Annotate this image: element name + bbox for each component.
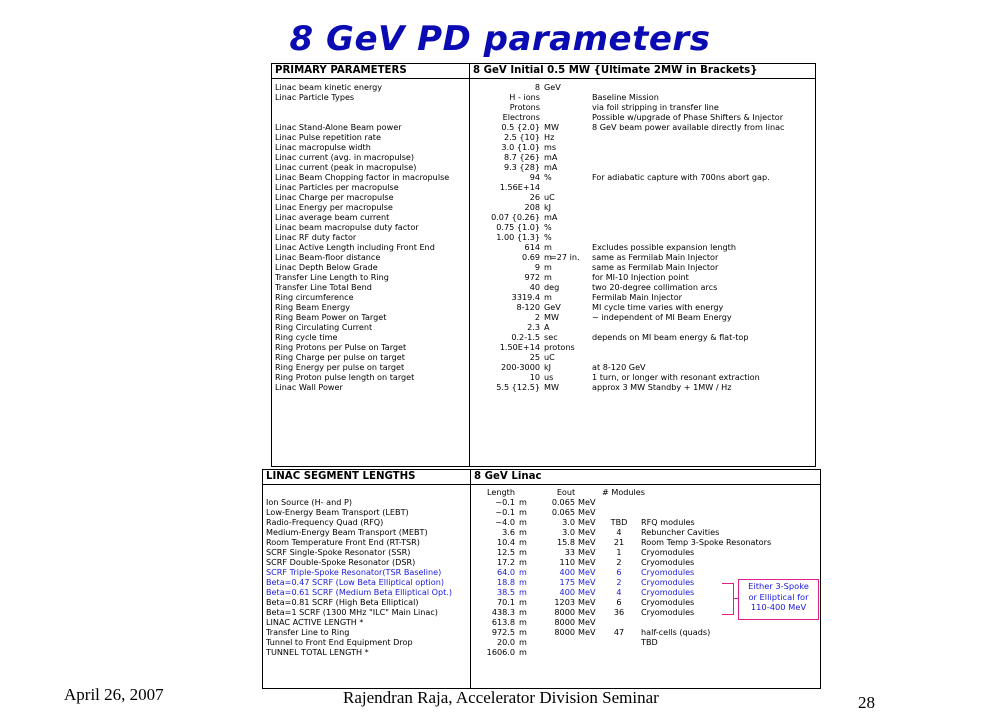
length-unit: m (519, 637, 527, 647)
length-unit: m (519, 577, 527, 587)
length-unit: m (519, 647, 527, 657)
module-type: half-cells (quads) (641, 627, 711, 637)
table-row (263, 617, 820, 627)
segment-length: 1606.0 (486, 647, 515, 657)
parameter-unit: mA (544, 152, 558, 162)
parameter-name: Ring Circulating Current (275, 322, 373, 332)
table-row (272, 312, 815, 322)
parameter-value: 8.7 {26} (503, 152, 540, 162)
module-type: Cryomodules (641, 597, 695, 607)
parameter-name: Ring Protons per Pulse on Target (275, 342, 407, 352)
table-row (272, 242, 815, 252)
table-row (263, 527, 820, 537)
length-unit: m (519, 507, 527, 517)
parameter-unit: kJ (544, 202, 552, 212)
eout-unit: MeV (578, 617, 596, 627)
table-row (272, 212, 815, 222)
parameter-name: Ring Beam Power on Target (275, 312, 387, 322)
segment-name: LINAC ACTIVE LENGTH * (266, 617, 364, 627)
module-count: 4 (616, 587, 622, 597)
table-row (263, 497, 820, 507)
parameter-value: 0.5 {2.0} (501, 122, 540, 132)
table-row (263, 637, 820, 647)
parameter-name: Ring Energy per pulse on target (275, 362, 405, 372)
length-unit: m (519, 557, 527, 567)
table-row (272, 142, 815, 152)
length-unit: m (519, 607, 527, 617)
header-label: 8 GeV Linac (474, 471, 542, 482)
parameter-value: 972 (524, 272, 540, 282)
parameter-unit: protons (544, 342, 575, 352)
parameter-unit: kJ (544, 362, 552, 372)
segment-eout: 0.065 (551, 507, 575, 517)
table-row (263, 587, 820, 597)
segment-name: Medium-Energy Beam Transport (MEBT) (266, 527, 428, 537)
slide-title: 8 GeV PD parameters (289, 19, 711, 59)
parameter-note: depends on MI beam energy & flat-top (592, 332, 749, 342)
parameter-name: Transfer Line Total Bend (275, 282, 372, 292)
parameter-name: Linac beam macropulse duty factor (275, 222, 419, 232)
segment-length: 20.0 (496, 637, 515, 647)
module-type: Cryomodules (641, 567, 695, 577)
segment-eout: 1203 (554, 597, 575, 607)
parameter-name: Linac Pulse repetition rate (275, 132, 381, 142)
table-row (272, 282, 815, 292)
table-row (263, 647, 820, 657)
header-label: LINAC SEGMENT LENGTHS (266, 471, 416, 482)
parameter-name: Linac Depth Below Grade (275, 262, 378, 272)
parameter-value: 1.56E+14 (499, 182, 540, 192)
table-row (263, 517, 820, 527)
parameter-unit: deg (544, 282, 560, 292)
column-header-row (263, 487, 820, 497)
parameter-value: 2.5 {10} (503, 132, 540, 142)
table-row (272, 172, 815, 182)
footer-author: Rajendran Raja, Accelerator Division Seminar (343, 688, 659, 707)
parameter-name: Transfer Line Length to Ring (275, 272, 389, 282)
length-unit: m (519, 567, 527, 577)
segment-eout: 8000 (554, 607, 575, 617)
option-note (738, 579, 819, 620)
segment-name: Beta=0.81 SCRF (High Beta Elliptical) (266, 597, 419, 607)
segment-length: 64.0 (496, 567, 515, 577)
eout-unit: MeV (578, 587, 596, 597)
segment-name: Room Temperature Front End (RT-TSR) (266, 537, 420, 547)
parameter-unit: mA (544, 212, 558, 222)
parameter-value: 0.07 {0.26} (491, 212, 540, 222)
module-type: Cryomodules (641, 547, 695, 557)
parameter-note: For adiabatic capture with 700ns abort gap. (592, 172, 770, 182)
table-row (272, 272, 815, 282)
eout-unit: MeV (578, 627, 596, 637)
parameter-note: via foil stripping in transfer line (592, 102, 719, 112)
eout-unit: MeV (578, 607, 596, 617)
module-type: Cryomodules (641, 607, 695, 617)
parameter-name: Ring circumference (275, 292, 354, 302)
segment-eout: 15.8 (556, 537, 575, 547)
parameter-name: Linac current (peak in macropulse) (275, 162, 417, 172)
table-row (272, 382, 815, 392)
length-unit: m (519, 587, 527, 597)
parameter-value: 3319.4 (511, 292, 540, 302)
segment-name: Beta=1 SCRF (1300 MHz "ILC" Main Linac) (266, 607, 438, 617)
column-header: # Modules (602, 487, 646, 497)
parameter-note: for MI-10 Injection point (592, 272, 689, 282)
header-label: 8 GeV Initial 0.5 MW {Ultimate 2MW in Brackets} (473, 65, 758, 76)
parameter-note: Fermilab Main Injector (592, 292, 682, 302)
table-row (272, 232, 815, 242)
parameter-value: Electrons (502, 112, 540, 122)
parameter-name: Linac Particle Types (275, 92, 355, 102)
parameter-name: Linac Beam-floor distance (275, 252, 381, 262)
parameter-value: 200-3000 (501, 362, 540, 372)
parameter-extra: =27 in. (550, 252, 580, 262)
length-unit: m (519, 537, 527, 547)
table-row (272, 182, 815, 192)
segment-length: 70.1 (496, 597, 515, 607)
table-row (272, 192, 815, 202)
parameter-unit: MW (544, 382, 559, 392)
module-type: TBD (641, 637, 658, 647)
segment-length: 3.6 (502, 527, 515, 537)
parameter-unit: m (544, 272, 552, 282)
primary-parameters-table (271, 63, 816, 467)
length-unit: m (519, 597, 527, 607)
table-row (272, 362, 815, 372)
table-row (272, 112, 815, 122)
parameter-value: 0.69 (521, 252, 540, 262)
parameter-note: Possible w/upgrade of Phase Shifters & Injector (592, 112, 784, 122)
parameter-unit: uC (544, 352, 555, 362)
segment-length: ~0.1 (495, 507, 515, 517)
parameter-name: Linac Beam Chopping factor in macropulse (275, 172, 450, 182)
table-row (263, 507, 820, 517)
parameter-value: 9 (534, 262, 540, 272)
table-row (272, 372, 815, 382)
parameter-value: 8 (534, 82, 540, 92)
table-row (263, 627, 820, 637)
table-row (272, 92, 815, 102)
parameter-unit: % (544, 232, 552, 242)
eout-unit: MeV (578, 567, 596, 577)
parameter-note: 1 turn, or longer with resonant extraction (592, 372, 760, 382)
eout-unit: MeV (578, 557, 596, 567)
segment-length: 17.2 (496, 557, 515, 567)
parameter-unit: m (544, 262, 552, 272)
length-unit: m (519, 547, 527, 557)
parameter-value: 2 (534, 312, 540, 322)
segment-eout: 0.065 (551, 497, 575, 507)
segment-length: ~4.0 (495, 517, 515, 527)
module-type: Room Temp 3-Spoke Resonators (641, 537, 772, 547)
table-row (272, 132, 815, 142)
parameter-note: Baseline Mission (592, 92, 659, 102)
parameter-name: Linac Stand-Alone Beam power (275, 122, 402, 132)
segment-eout: 400 (559, 567, 575, 577)
table-row (263, 537, 820, 547)
table-row (272, 352, 815, 362)
parameter-name: Ring Proton pulse length on target (275, 372, 415, 382)
parameter-note: at 8-120 GeV (592, 362, 646, 372)
module-type: Cryomodules (641, 577, 695, 587)
table-row (272, 82, 815, 92)
table-row (272, 322, 815, 332)
segment-length: ~0.1 (495, 497, 515, 507)
segment-name: Tunnel to Front End Equipment Drop (266, 637, 413, 647)
module-count: 36 (613, 607, 625, 617)
table-row (263, 607, 820, 617)
segment-eout: 8000 (554, 627, 575, 637)
parameter-value: Protons (509, 102, 540, 112)
segment-name: Ion Source (H- and P) (266, 497, 352, 507)
column-header: Eout (556, 487, 576, 497)
parameter-unit: % (544, 172, 552, 182)
parameter-name: Linac Wall Power (275, 382, 343, 392)
segment-length: 438.3 (491, 607, 515, 617)
table-row (272, 302, 815, 312)
parameter-value: 0.75 {1.0} (496, 222, 540, 232)
note-line: or Elliptical for (748, 591, 809, 602)
parameter-unit: us (544, 372, 554, 382)
length-unit: m (519, 627, 527, 637)
note-line: 110-400 MeV (750, 602, 807, 612)
module-count: 6 (616, 567, 622, 577)
table-row (272, 152, 815, 162)
parameter-unit: ms (544, 142, 557, 152)
parameter-name: Linac Particles per macropulse (275, 182, 399, 192)
segment-length: 12.5 (496, 547, 515, 557)
segment-length: 613.8 (491, 617, 515, 627)
parameter-note: MI cycle time varies with energy (592, 302, 724, 312)
parameter-note: same as Fermilab Main Injector (592, 262, 719, 272)
segment-eout: 175 (559, 577, 575, 587)
parameter-unit: % (544, 222, 552, 232)
parameter-unit: GeV (544, 82, 561, 92)
segment-name: SCRF Single-Spoke Resonator (SSR) (266, 547, 411, 557)
parameter-value: 3.0 {1.0} (501, 142, 540, 152)
segment-eout: 3.0 (562, 527, 575, 537)
length-unit: m (519, 497, 527, 507)
segment-name: Transfer Line to Ring (266, 627, 350, 637)
eout-unit: MeV (578, 497, 596, 507)
segment-eout: 33 (564, 547, 575, 557)
parameter-unit: A (544, 322, 550, 332)
module-count: TBD (610, 517, 628, 527)
parameter-note: two 20-degree collimation arcs (592, 282, 718, 292)
module-count: 4 (616, 527, 622, 537)
parameter-value: 26 (529, 192, 540, 202)
parameter-unit: MW (544, 312, 559, 322)
segment-name: Beta=0.47 SCRF (Low Beta Elliptical option) (266, 577, 444, 587)
table-row (272, 122, 815, 132)
segment-eout: 3.0 (562, 517, 575, 527)
parameter-value: 9.3 {28} (503, 162, 540, 172)
parameter-value: 94 (529, 172, 540, 182)
segment-length: 10.4 (496, 537, 515, 547)
table-row (263, 547, 820, 557)
module-count: 47 (613, 627, 625, 637)
eout-unit: MeV (578, 507, 596, 517)
parameter-unit: Hz (544, 132, 555, 142)
segment-eout: 400 (559, 587, 575, 597)
segment-length: 972.5 (491, 627, 515, 637)
parameter-value: 40 (529, 282, 540, 292)
parameter-unit: m (544, 242, 552, 252)
parameter-name: Linac macropulse width (275, 142, 371, 152)
table-row (272, 222, 815, 232)
table-row (272, 292, 815, 302)
table-header (263, 470, 820, 485)
parameter-value: 614 (524, 242, 540, 252)
parameter-unit: m (544, 252, 552, 262)
table-row (263, 567, 820, 577)
parameter-value: 5.5 {12.5} (496, 382, 540, 392)
parameter-name: Linac average beam current (275, 212, 390, 222)
parameter-value: 0.2-1.5 (511, 332, 540, 342)
table-row (272, 262, 815, 272)
eout-unit: MeV (578, 547, 596, 557)
parameter-unit: sec (544, 332, 558, 342)
column-header: Length (487, 487, 515, 497)
eout-unit: MeV (578, 537, 596, 547)
parameter-name: Ring cycle time (275, 332, 338, 342)
length-unit: m (519, 517, 527, 527)
header-label: PRIMARY PARAMETERS (275, 65, 407, 76)
segment-name: SCRF Double-Spoke Resonator (DSR) (266, 557, 416, 567)
table-row (272, 162, 815, 172)
eout-unit: MeV (578, 577, 596, 587)
segment-length: 38.5 (496, 587, 515, 597)
length-unit: m (519, 617, 527, 627)
module-type: Rebuncher Cavities (641, 527, 720, 537)
module-count: 1 (616, 547, 622, 557)
module-type: Cryomodules (641, 587, 695, 597)
module-type: Cryomodules (641, 557, 695, 567)
segment-eout: 110 (559, 557, 575, 567)
table-row (263, 557, 820, 567)
segment-name: Radio-Frequency Quad (RFQ) (266, 517, 384, 527)
parameter-name: Linac Energy per macropulse (275, 202, 393, 212)
table-header (272, 64, 815, 79)
segment-length: 18.8 (496, 577, 515, 587)
parameter-unit: MW (544, 122, 559, 132)
eout-unit: MeV (578, 527, 596, 537)
parameter-value: H - ions (509, 92, 540, 102)
segment-name: TUNNEL TOTAL LENGTH * (266, 647, 369, 657)
note-bracket (722, 583, 734, 615)
parameter-note: approx 3 MW Standby + 1MW / Hz (592, 382, 732, 392)
parameter-note: Excludes possible expansion length (592, 242, 736, 252)
table-row (263, 577, 820, 587)
module-count: 21 (613, 537, 625, 547)
table-row (272, 102, 815, 112)
parameter-unit: uC (544, 192, 555, 202)
segment-name: SCRF Triple-Spoke Resonator(TSR Baseline) (266, 567, 442, 577)
parameter-value: 10 (529, 372, 540, 382)
length-unit: m (519, 527, 527, 537)
table-row (272, 202, 815, 212)
segment-name: Low-Energy Beam Transport (LEBT) (266, 507, 409, 517)
parameter-name: Linac Active Length including Front End (275, 242, 435, 252)
module-count: 6 (616, 597, 622, 607)
module-count: 2 (616, 577, 622, 587)
parameter-value: 8-120 (516, 302, 540, 312)
table-row (272, 332, 815, 342)
parameter-value: 1.00 {1.3} (496, 232, 540, 242)
parameter-unit: GeV (544, 302, 561, 312)
table-row (272, 342, 815, 352)
module-count: 2 (616, 557, 622, 567)
parameter-name: Linac beam kinetic energy (275, 82, 383, 92)
parameter-value: 208 (524, 202, 540, 212)
parameter-name: Ring Beam Energy (275, 302, 350, 312)
parameter-note: ~ independent of MI Beam Energy (592, 312, 732, 322)
parameter-value: 25 (529, 352, 540, 362)
table-row (272, 252, 815, 262)
eout-unit: MeV (578, 597, 596, 607)
parameter-note: same as Fermilab Main Injector (592, 252, 719, 262)
parameter-name: Linac Charge per macropulse (275, 192, 394, 202)
parameter-value: 1.50E+14 (499, 342, 540, 352)
module-type: RFQ modules (641, 517, 695, 527)
segment-name: Beta=0.61 SCRF (Medium Beta Elliptical Opt.) (266, 587, 453, 597)
parameter-name: Linac RF duty factor (275, 232, 357, 242)
parameter-unit: m (544, 292, 552, 302)
parameter-name: Ring Charge per pulse on target (275, 352, 405, 362)
note-line: Either 3-Spoke (748, 581, 809, 591)
parameter-name: Linac current (avg. in macropulse) (275, 152, 415, 162)
segment-eout: 8000 (554, 617, 575, 627)
footer-page-number: 28 (858, 693, 875, 712)
parameter-unit: mA (544, 162, 558, 172)
eout-unit: MeV (578, 517, 596, 527)
parameter-value: 2.3 (527, 322, 540, 332)
parameter-note: 8 GeV beam power available directly from linac (592, 122, 785, 132)
footer-date: April 26, 2007 (64, 685, 164, 704)
